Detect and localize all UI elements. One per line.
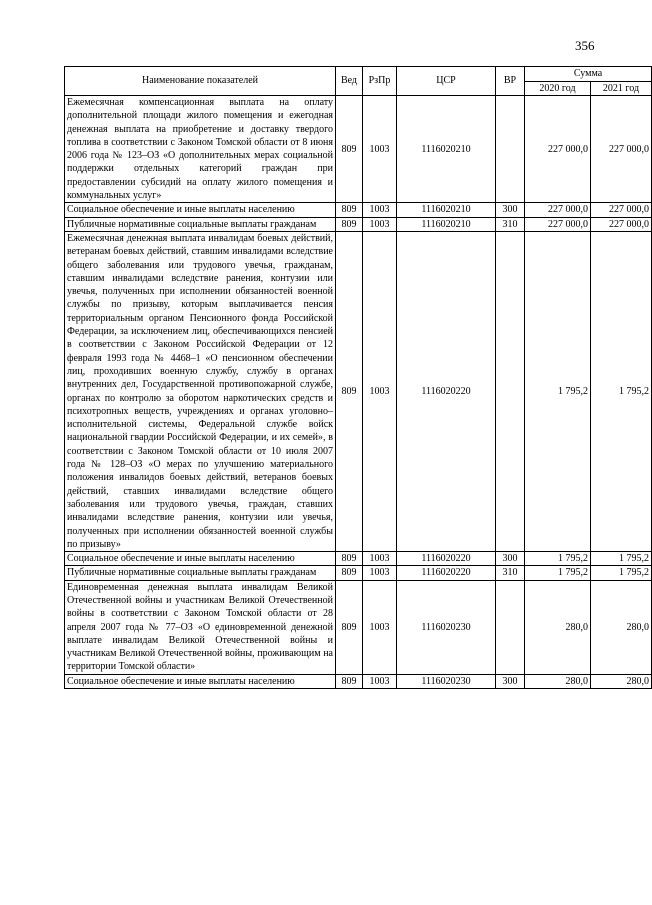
row-vr: 300 — [496, 674, 525, 688]
table-row — [65, 552, 652, 566]
row-ved: 809 — [336, 566, 363, 580]
row-rzpr: 1003 — [363, 566, 397, 580]
row-sum-2020: 280,0 — [525, 674, 591, 688]
row-csr: 1116020220 — [397, 552, 496, 566]
row-vr: 310 — [496, 217, 525, 231]
row-sum-2020: 280,0 — [525, 580, 591, 674]
row-sum-2021: 280,0 — [591, 580, 652, 674]
row-name: Социальное обеспечение и иные выплаты населению — [65, 552, 336, 566]
row-name: Ежемесячная компенсационная выплата на оплату дополнительной площади жилого помещения и ежегодная денежная выплата на приобретение и доставку твердого топлива в соответствии с Законом Томской области от 8 июня 2006 года № 123–ОЗ «О дополнительных мерах социальной поддержки отдельных категорий граждан при предоставлении субсидий на оплату жилого помещения и коммунальных услуг» — [65, 96, 336, 203]
row-sum-2021: 280,0 — [591, 674, 652, 688]
table-row — [65, 674, 652, 688]
header-rzpr: РзПр — [363, 67, 397, 96]
header-year-2021: 2021 год — [591, 81, 652, 96]
row-sum-2021: 1 795,2 — [591, 552, 652, 566]
table-row — [65, 217, 652, 231]
row-sum-2020: 1 795,2 — [525, 566, 591, 580]
header-year-2020: 2020 год — [525, 81, 591, 96]
row-sum-2021: 227 000,0 — [591, 217, 652, 231]
row-vr — [496, 96, 525, 203]
header-name: Наименование показателей — [65, 67, 336, 96]
header-vr: ВР — [496, 67, 525, 96]
row-rzpr: 1003 — [363, 552, 397, 566]
row-sum-2021: 227 000,0 — [591, 96, 652, 203]
row-ved: 809 — [336, 674, 363, 688]
row-sum-2020: 1 795,2 — [525, 231, 591, 551]
row-rzpr: 1003 — [363, 580, 397, 674]
budget-table — [64, 66, 652, 689]
row-csr: 1116020230 — [397, 580, 496, 674]
row-sum-2021: 1 795,2 — [591, 231, 652, 551]
row-ved: 809 — [336, 203, 363, 217]
row-vr — [496, 580, 525, 674]
row-csr: 1116020220 — [397, 566, 496, 580]
table-row — [65, 231, 652, 551]
table-row — [65, 566, 652, 580]
table-row — [65, 580, 652, 674]
row-sum-2021: 227 000,0 — [591, 203, 652, 217]
row-csr: 1116020210 — [397, 217, 496, 231]
row-csr: 1116020210 — [397, 203, 496, 217]
row-rzpr: 1003 — [363, 674, 397, 688]
row-vr: 310 — [496, 566, 525, 580]
row-ved: 809 — [336, 552, 363, 566]
row-csr: 1116020210 — [397, 96, 496, 203]
row-rzpr: 1003 — [363, 96, 397, 203]
row-vr: 300 — [496, 552, 525, 566]
row-ved: 809 — [336, 217, 363, 231]
header-csr: ЦСР — [397, 67, 496, 96]
row-sum-2021: 1 795,2 — [591, 566, 652, 580]
row-csr: 1116020230 — [397, 674, 496, 688]
row-name: Единовременная денежная выплата инвалидам Великой Отечественной войны и участникам Великой Отечественной войны в соответствии с Законом Томской области от 28 апреля 2007 года № 77–ОЗ «О единовременной денежной выплате инвалидам Великой Отечественной войны и участникам Великой Отечественной войны, проживающим на территории Томской области» — [65, 580, 336, 674]
row-rzpr: 1003 — [363, 203, 397, 217]
table-row — [65, 203, 652, 217]
table-row — [65, 96, 652, 203]
row-name: Публичные нормативные социальные выплаты гражданам — [65, 566, 336, 580]
row-vr: 300 — [496, 203, 525, 217]
row-ved: 809 — [336, 580, 363, 674]
row-name: Социальное обеспечение и иные выплаты населению — [65, 203, 336, 217]
row-name: Социальное обеспечение и иные выплаты населению — [65, 674, 336, 688]
row-vr — [496, 231, 525, 551]
row-rzpr: 1003 — [363, 217, 397, 231]
row-name: Ежемесячная денежная выплата инвалидам боевых действий, ветеранам боевых действий, ставшим инвалидами вследствие общего заболевания или трудового увечья, гражданам, ставшим инвалидами вследствие ранения, контузии или увечья, полученных при исполнении обязанностей военной службы по призыву, которым выплачивается пенсия территориальным органом Пенсионного фонда Российской Федерации, за исключением лиц, обеспечивающихся пенсией в соответствии с Законом Российской Федерации от 12 февраля 1993 года № 4468–1 «О пенсионном обеспечении лиц, проходивших военную службу, службу в органах внутренних дел, Государственной противопожарной службе, органах по контролю за оборотом наркотических средств и психотропных веществ, учреждениях и органах уголовно–исполнительной системы, Федеральной службе войск национальной гвардии Российской Федерации, и их семей», в соответствии с Законом Томской области от 10 июля 2007 года № 128–ОЗ «О мерах по улучшению материального положения инвалидов боевых действий, ветеранов боевых действий, ставших инвалидами вследствие общего заболевания или трудового увечья, граждан, ставших инвалидами вследствие ранения, контузии или увечья, полученных при исполнении обязанностей военной службы по призыву» — [65, 231, 336, 551]
row-name: Публичные нормативные социальные выплаты гражданам — [65, 217, 336, 231]
row-ved: 809 — [336, 231, 363, 551]
row-ved: 809 — [336, 96, 363, 203]
page-number: 356 — [575, 38, 595, 53]
row-csr: 1116020220 — [397, 231, 496, 551]
row-sum-2020: 227 000,0 — [525, 96, 591, 203]
header-ved: Вед — [336, 67, 363, 96]
header-sum: Сумма — [525, 67, 652, 82]
row-sum-2020: 1 795,2 — [525, 552, 591, 566]
row-sum-2020: 227 000,0 — [525, 203, 591, 217]
row-sum-2020: 227 000,0 — [525, 217, 591, 231]
row-rzpr: 1003 — [363, 231, 397, 551]
